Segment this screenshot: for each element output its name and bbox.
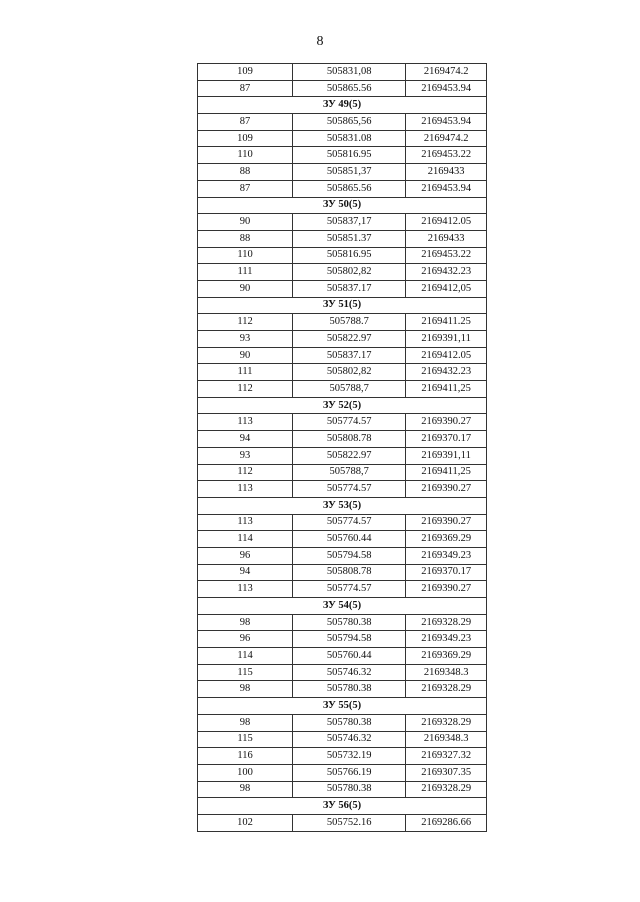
- y-coordinate-cell: 2169390.27: [406, 581, 487, 598]
- y-coordinate-cell: 2169370.17: [406, 564, 487, 581]
- y-coordinate-cell: 2169474.2: [406, 130, 487, 147]
- x-coordinate-cell: 505865,56: [293, 114, 406, 131]
- y-coordinate-cell: 2169412.05: [406, 214, 487, 231]
- point-number-cell: 87: [198, 80, 293, 97]
- x-coordinate-cell: 505851,37: [293, 164, 406, 181]
- point-number-cell: 109: [198, 130, 293, 147]
- table-row: [198, 230, 487, 247]
- point-number-cell: 113: [198, 581, 293, 598]
- point-number-cell: 113: [198, 514, 293, 531]
- table-row: [198, 464, 487, 481]
- x-coordinate-cell: 505774.57: [293, 414, 406, 431]
- point-number-cell: 115: [198, 731, 293, 748]
- group-title: ЗУ 55(5): [198, 698, 487, 715]
- point-number-cell: 93: [198, 447, 293, 464]
- table-row: [198, 781, 487, 798]
- y-coordinate-cell: 2169412.05: [406, 347, 487, 364]
- group-title-row: [198, 598, 487, 615]
- table-row: [198, 648, 487, 665]
- y-coordinate-cell: 2169328.29: [406, 714, 487, 731]
- point-number-cell: 96: [198, 631, 293, 648]
- y-coordinate-cell: 2169370.17: [406, 431, 487, 448]
- x-coordinate-cell: 505802,82: [293, 364, 406, 381]
- x-coordinate-cell: 505808.78: [293, 431, 406, 448]
- table-row: [198, 764, 487, 781]
- group-title: ЗУ 49(5): [198, 97, 487, 114]
- y-coordinate-cell: 2169327.32: [406, 748, 487, 765]
- x-coordinate-cell: 505746.32: [293, 664, 406, 681]
- group-title: ЗУ 52(5): [198, 397, 487, 414]
- x-coordinate-cell: 505851.37: [293, 230, 406, 247]
- x-coordinate-cell: 505732.19: [293, 748, 406, 765]
- y-coordinate-cell: 2169328.29: [406, 614, 487, 631]
- y-coordinate-cell: 2169390.27: [406, 481, 487, 498]
- table-row: [198, 531, 487, 548]
- point-number-cell: 114: [198, 531, 293, 548]
- x-coordinate-cell: 505780.38: [293, 614, 406, 631]
- y-coordinate-cell: 2169433: [406, 230, 487, 247]
- group-title: ЗУ 51(5): [198, 297, 487, 314]
- point-number-cell: 96: [198, 547, 293, 564]
- table-row: [198, 381, 487, 398]
- table-row: [198, 631, 487, 648]
- table-row: [198, 164, 487, 181]
- point-number-cell: 112: [198, 381, 293, 398]
- point-number-cell: 109: [198, 64, 293, 81]
- y-coordinate-cell: 2169411,25: [406, 464, 487, 481]
- y-coordinate-cell: 2169474.2: [406, 64, 487, 81]
- y-coordinate-cell: 2169453.94: [406, 114, 487, 131]
- x-coordinate-cell: 505865.56: [293, 80, 406, 97]
- y-coordinate-cell: 2169391,11: [406, 331, 487, 348]
- y-coordinate-cell: 2169369.29: [406, 648, 487, 665]
- point-number-cell: 116: [198, 748, 293, 765]
- table-row: [198, 364, 487, 381]
- point-number-cell: 88: [198, 230, 293, 247]
- point-number-cell: 112: [198, 464, 293, 481]
- point-number-cell: 87: [198, 114, 293, 131]
- x-coordinate-cell: 505780.38: [293, 681, 406, 698]
- group-title-row: [198, 97, 487, 114]
- x-coordinate-cell: 505816.95: [293, 247, 406, 264]
- point-number-cell: 111: [198, 364, 293, 381]
- table-row: [198, 664, 487, 681]
- x-coordinate-cell: 505780.38: [293, 781, 406, 798]
- group-title: ЗУ 54(5): [198, 598, 487, 615]
- table-row: [198, 331, 487, 348]
- point-number-cell: 113: [198, 481, 293, 498]
- point-number-cell: 88: [198, 164, 293, 181]
- group-title: ЗУ 56(5): [198, 798, 487, 815]
- table-row: [198, 130, 487, 147]
- x-coordinate-cell: 505752.16: [293, 814, 406, 831]
- point-number-cell: 98: [198, 781, 293, 798]
- coordinates-table-body: [198, 64, 487, 832]
- x-coordinate-cell: 505746.32: [293, 731, 406, 748]
- table-row: [198, 147, 487, 164]
- table-row: [198, 264, 487, 281]
- y-coordinate-cell: 2169432.23: [406, 264, 487, 281]
- point-number-cell: 102: [198, 814, 293, 831]
- x-coordinate-cell: 505766.19: [293, 764, 406, 781]
- table-row: [198, 414, 487, 431]
- table-row: [198, 64, 487, 81]
- point-number-cell: 98: [198, 681, 293, 698]
- table-row: [198, 431, 487, 448]
- table-row: [198, 814, 487, 831]
- point-number-cell: 112: [198, 314, 293, 331]
- point-number-cell: 93: [198, 331, 293, 348]
- group-title-row: [198, 397, 487, 414]
- x-coordinate-cell: 505822.97: [293, 331, 406, 348]
- x-coordinate-cell: 505837.17: [293, 347, 406, 364]
- y-coordinate-cell: 2169390.27: [406, 414, 487, 431]
- x-coordinate-cell: 505831,08: [293, 64, 406, 81]
- y-coordinate-cell: 2169328.29: [406, 681, 487, 698]
- x-coordinate-cell: 505794.58: [293, 547, 406, 564]
- point-number-cell: 90: [198, 280, 293, 297]
- table-row: [198, 731, 487, 748]
- point-number-cell: 90: [198, 214, 293, 231]
- y-coordinate-cell: 2169453.22: [406, 247, 487, 264]
- group-title-row: [198, 698, 487, 715]
- x-coordinate-cell: 505780.38: [293, 714, 406, 731]
- y-coordinate-cell: 2169412,05: [406, 280, 487, 297]
- y-coordinate-cell: 2169369.29: [406, 531, 487, 548]
- table-row: [198, 681, 487, 698]
- table-row: [198, 80, 487, 97]
- table-row: [198, 614, 487, 631]
- point-number-cell: 98: [198, 714, 293, 731]
- y-coordinate-cell: 2169453.94: [406, 80, 487, 97]
- table-row: [198, 481, 487, 498]
- point-number-cell: 113: [198, 414, 293, 431]
- point-number-cell: 94: [198, 431, 293, 448]
- group-title: ЗУ 50(5): [198, 197, 487, 214]
- y-coordinate-cell: 2169411,25: [406, 381, 487, 398]
- page-number: 8: [316, 34, 324, 49]
- table-row: [198, 547, 487, 564]
- point-number-cell: 100: [198, 764, 293, 781]
- table-row: [198, 514, 487, 531]
- x-coordinate-cell: 505774.57: [293, 481, 406, 498]
- x-coordinate-cell: 505837,17: [293, 214, 406, 231]
- point-number-cell: 94: [198, 564, 293, 581]
- x-coordinate-cell: 505802,82: [293, 264, 406, 281]
- table-row: [198, 564, 487, 581]
- x-coordinate-cell: 505831.08: [293, 130, 406, 147]
- point-number-cell: 87: [198, 180, 293, 197]
- point-number-cell: 114: [198, 648, 293, 665]
- y-coordinate-cell: 2169432.23: [406, 364, 487, 381]
- y-coordinate-cell: 2169348.3: [406, 664, 487, 681]
- point-number-cell: 115: [198, 664, 293, 681]
- x-coordinate-cell: 505816.95: [293, 147, 406, 164]
- point-number-cell: 110: [198, 147, 293, 164]
- x-coordinate-cell: 505865.56: [293, 180, 406, 197]
- table-row: [198, 347, 487, 364]
- x-coordinate-cell: 505794.58: [293, 631, 406, 648]
- table-row: [198, 581, 487, 598]
- y-coordinate-cell: 2169453.94: [406, 180, 487, 197]
- y-coordinate-cell: 2169348.3: [406, 731, 487, 748]
- y-coordinate-cell: 2169390.27: [406, 514, 487, 531]
- table-row: [198, 280, 487, 297]
- x-coordinate-cell: 505788.7: [293, 314, 406, 331]
- table-row: [198, 748, 487, 765]
- y-coordinate-cell: 2169391,11: [406, 447, 487, 464]
- table-row: [198, 714, 487, 731]
- table-row: [198, 180, 487, 197]
- y-coordinate-cell: 2169433: [406, 164, 487, 181]
- point-number-cell: 110: [198, 247, 293, 264]
- x-coordinate-cell: 505760.44: [293, 648, 406, 665]
- x-coordinate-cell: 505760.44: [293, 531, 406, 548]
- table-row: [198, 114, 487, 131]
- y-coordinate-cell: 2169349.23: [406, 547, 487, 564]
- x-coordinate-cell: 505788,7: [293, 464, 406, 481]
- x-coordinate-cell: 505822.97: [293, 447, 406, 464]
- point-number-cell: 111: [198, 264, 293, 281]
- group-title-row: [198, 798, 487, 815]
- coordinates-table: [197, 63, 487, 832]
- group-title: ЗУ 53(5): [198, 497, 487, 514]
- point-number-cell: 90: [198, 347, 293, 364]
- table-row: [198, 214, 487, 231]
- x-coordinate-cell: 505774.57: [293, 514, 406, 531]
- y-coordinate-cell: 2169349.23: [406, 631, 487, 648]
- y-coordinate-cell: 2169453.22: [406, 147, 487, 164]
- y-coordinate-cell: 2169328.29: [406, 781, 487, 798]
- group-title-row: [198, 297, 487, 314]
- y-coordinate-cell: 2169286.66: [406, 814, 487, 831]
- table-row: [198, 314, 487, 331]
- x-coordinate-cell: 505788,7: [293, 381, 406, 398]
- x-coordinate-cell: 505808.78: [293, 564, 406, 581]
- table-row: [198, 447, 487, 464]
- y-coordinate-cell: 2169411.25: [406, 314, 487, 331]
- point-number-cell: 98: [198, 614, 293, 631]
- x-coordinate-cell: 505837.17: [293, 280, 406, 297]
- group-title-row: [198, 197, 487, 214]
- x-coordinate-cell: 505774.57: [293, 581, 406, 598]
- y-coordinate-cell: 2169307.35: [406, 764, 487, 781]
- table-row: [198, 247, 487, 264]
- group-title-row: [198, 497, 487, 514]
